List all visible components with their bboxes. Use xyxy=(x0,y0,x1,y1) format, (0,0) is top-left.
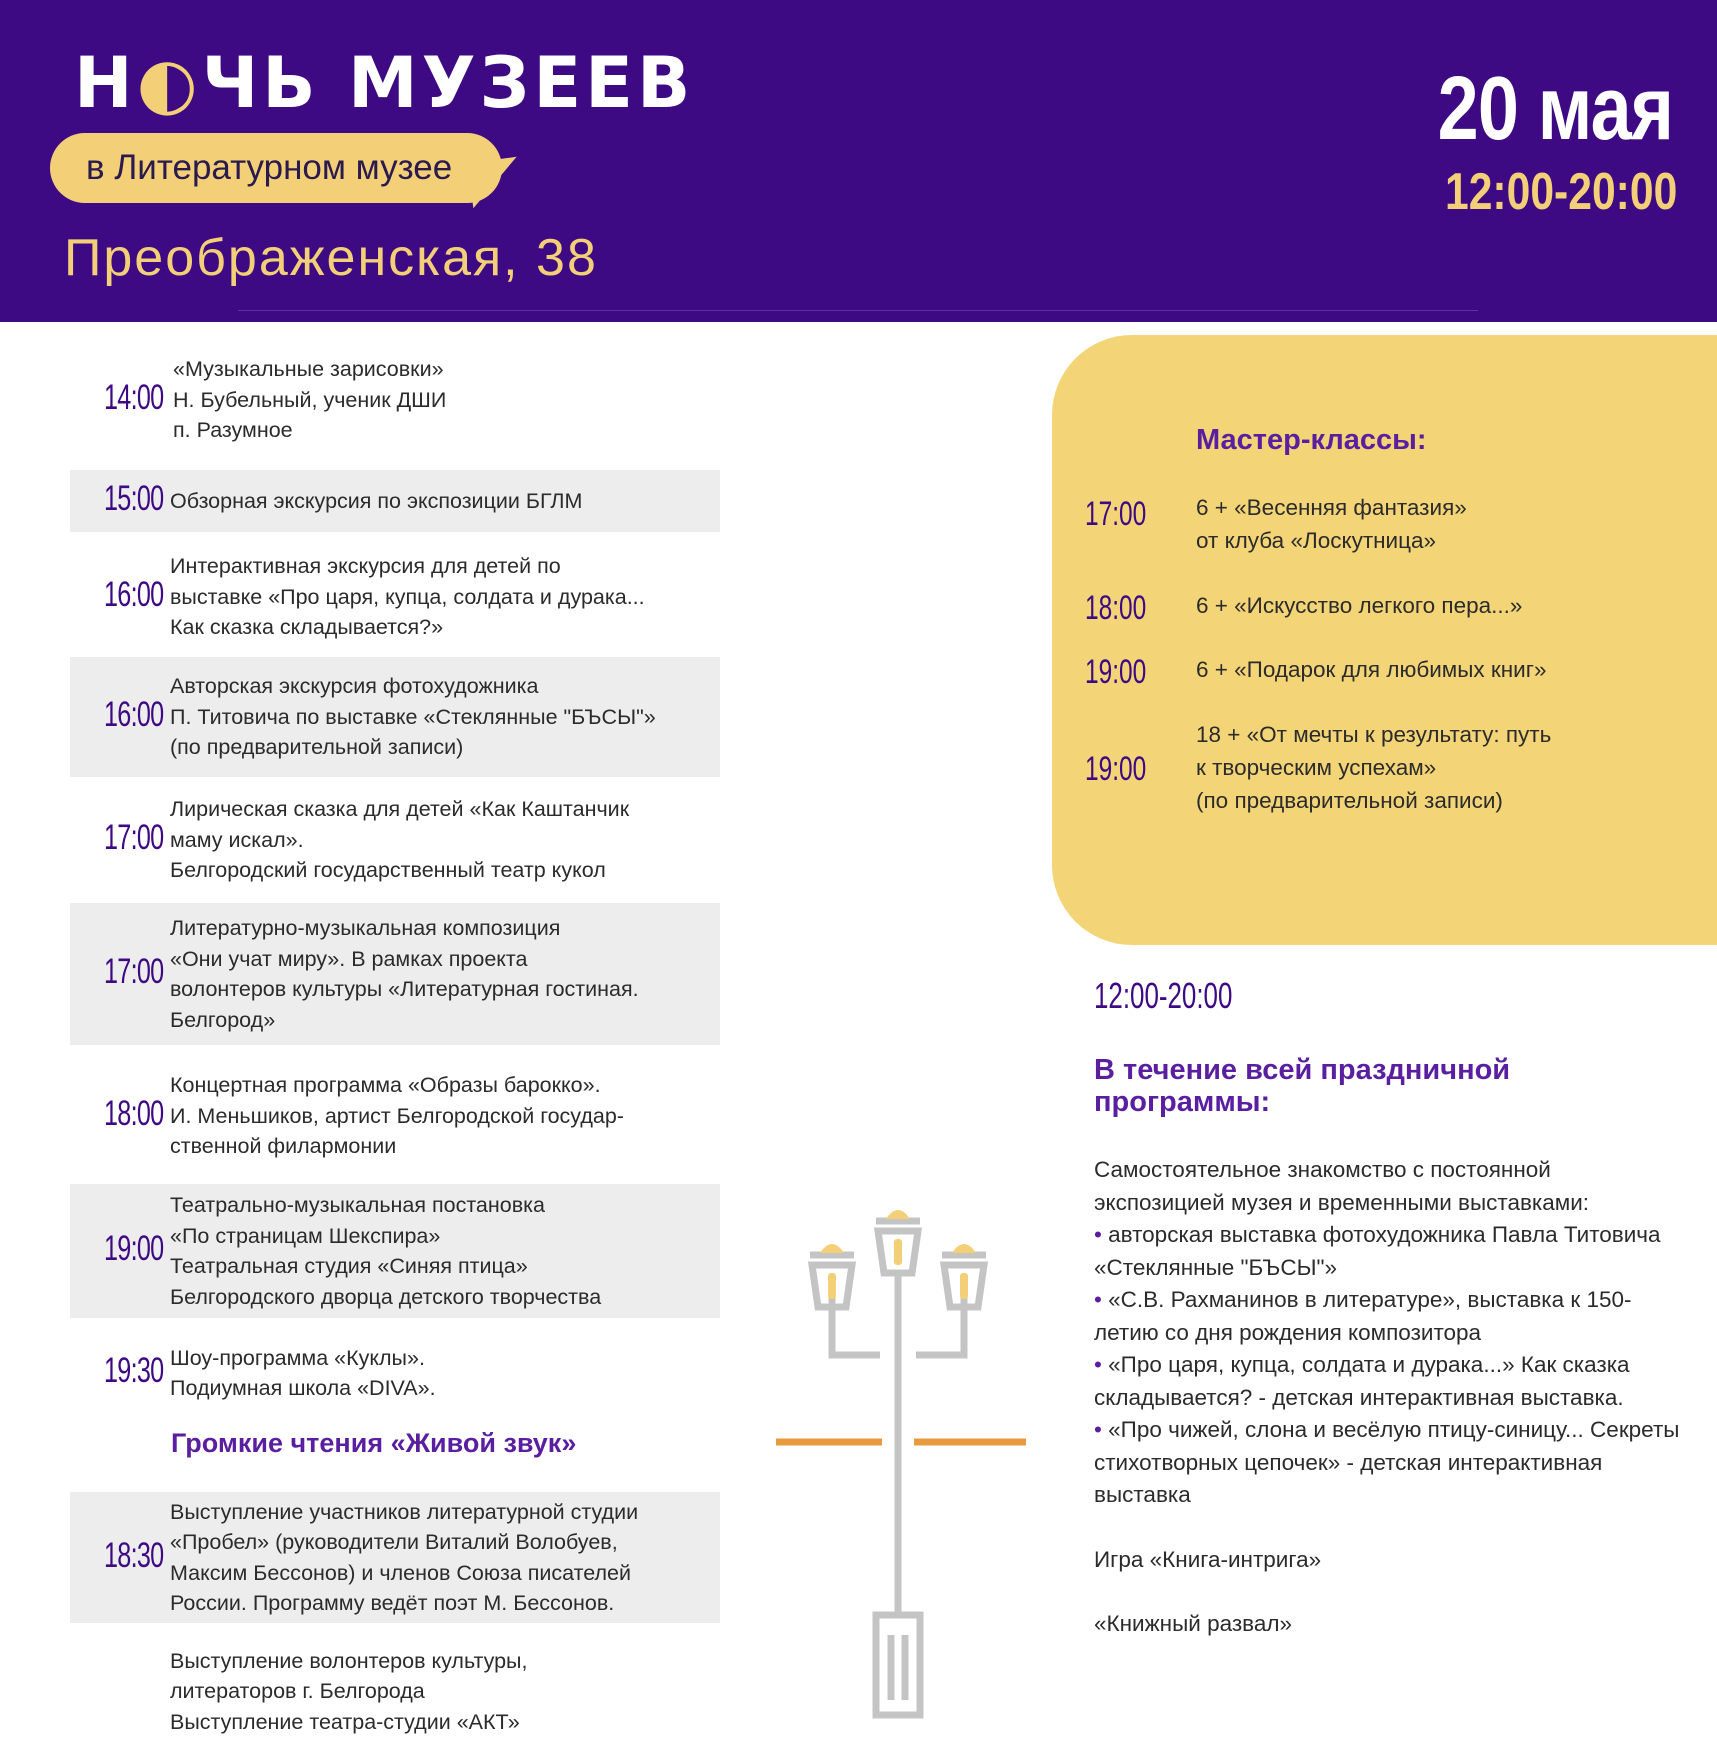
masterclass-time: 18:00 xyxy=(1085,589,1147,627)
schedule-description: Шоу-программа «Куклы». Подиумная школа «DIVA». xyxy=(170,1345,436,1400)
masterclass-time: 19:00 xyxy=(1085,653,1147,691)
masterclass-time: 19:00 xyxy=(1085,750,1147,788)
allday-title: В течение всей праздничной программы: xyxy=(1094,1054,1511,1118)
schedule-row xyxy=(70,1492,720,1623)
schedule-time: 18:00 xyxy=(104,1094,164,1133)
schedule-description: Выступление участников литературной студии «Пробел» (руководители Виталий Волобуев, Максим Бессонов) и членов Союза писателей России. Программу ведёт поэт М. Бессонов. xyxy=(170,1499,639,1615)
schedule-description: Обзорная экскурсия по экспозиции БГЛМ xyxy=(170,488,583,513)
speech-bubble-tail xyxy=(467,157,523,209)
schedule-row xyxy=(70,543,720,651)
schedule-row xyxy=(70,1634,720,1749)
event-logo xyxy=(74,42,695,124)
masterclass-description: 6 + «Весенняя фантазия» от клуба «Лоскутница» xyxy=(1196,495,1467,553)
masterclass-title: Мастер-классы: xyxy=(1196,424,1427,456)
schedule-time: 16:00 xyxy=(104,695,164,734)
allday-bullet: • «Про чижей, слона и весёлую птицу-синицу... Секреты стихотворных цепочек» - детская интерактивная выставка xyxy=(1094,1414,1684,1512)
allday-bullet: • «С.В. Рахманинов в литературе», выставка к 150-летию со дня рождения композитора xyxy=(1094,1284,1684,1349)
allday-description xyxy=(1094,1154,1684,1641)
schedule-description: Театрально-музыкальная постановка «По страницам Шекспира» Театральная студия «Синяя птица» Белгородского дворца детского творчества xyxy=(170,1193,602,1309)
allday-intro: Самостоятельное знакомство с постоянной экспозицией музея и временными выставками: xyxy=(1094,1157,1590,1215)
allday-game: Игра «Книга-интрига» xyxy=(1094,1546,1322,1572)
header-banner xyxy=(0,0,1717,322)
moon-icon: ◐ xyxy=(136,42,202,124)
schedule-row xyxy=(70,903,720,1045)
venue-label: в Литературном музее xyxy=(86,148,453,187)
schedule-row xyxy=(70,1184,720,1318)
reading-section-title: Громкие чтения «Живой звук» xyxy=(171,1428,577,1458)
event-date: 20 мая xyxy=(1437,59,1673,159)
schedule-description: Выступление волонтеров культуры, литераторов г. Белгорода Выступление театра-студии «АКТ» xyxy=(170,1648,528,1734)
logo-text-end: ЧЬ МУЗЕЕВ xyxy=(201,42,695,124)
schedule-row xyxy=(70,657,720,777)
allday-time: 12:00-20:00 xyxy=(1094,975,1233,1016)
event-hours: 12:00-20:00 xyxy=(1444,163,1677,221)
schedule-row xyxy=(70,1330,720,1416)
schedule-description: Интерактивная экскурсия для детей по выставке «Про царя, купца, солдата и дурака... Как сказка складывается?» xyxy=(170,554,645,640)
schedule-time: 19:30 xyxy=(104,1351,164,1390)
schedule-description: «Музыкальные зарисовки» Н. Бубельный, ученик ДШИ п. Разумное xyxy=(173,357,447,443)
schedule-time: 15:00 xyxy=(104,479,164,518)
allday-books: «Книжный развал» xyxy=(1094,1611,1293,1636)
schedule-time: 16:00 xyxy=(104,575,164,614)
masterclass-time: 17:00 xyxy=(1085,495,1147,533)
street-lamp-icon xyxy=(770,1195,1040,1735)
schedule-time: 17:00 xyxy=(104,952,164,991)
header-divider xyxy=(238,310,1478,311)
schedule-time: 17:00 xyxy=(104,818,164,857)
schedule-row xyxy=(70,1052,720,1180)
schedule-row xyxy=(70,470,720,532)
schedule-description: Концертная программа «Образы барокко». И. Меньшиков, артист Белгородской государ- ственной филармонии xyxy=(170,1073,624,1159)
allday-bullet: • «Про царя, купца, солдата и дурака...» Как сказка складывается? - детская интерактивная выставка. xyxy=(1094,1349,1684,1414)
masterclass-description: 18 + «От мечты к результату: путь к творческим успехам» (по предварительной записи) xyxy=(1196,722,1552,813)
schedule-description: Авторская экскурсия фотохудожника П. Титовича по выставке «Стеклянные "БЪСЫ"» (по предварительной записи) xyxy=(170,674,656,760)
address: Преображенская, 38 xyxy=(64,229,598,287)
schedule-row xyxy=(70,350,720,450)
schedule-time: 14:00 xyxy=(104,378,164,417)
allday-bullet: • авторская выставка фотохудожника Павла Титовича «Стеклянные "БЪСЫ"» xyxy=(1094,1219,1684,1284)
schedule-row xyxy=(70,780,720,900)
schedule-description: Лирическая сказка для детей «Как Каштанчик маму искал». Белгородский государственный театр кукол xyxy=(170,797,630,883)
schedule-description: Литературно-музыкальная композиция «Они учат миру». В рамках проекта волонтеров культуры «Литературная гостиная. Белгород» xyxy=(170,916,639,1032)
logo-text-start: Н xyxy=(74,42,137,124)
masterclass-description: 6 + «Подарок для любимых книг» xyxy=(1196,657,1547,682)
masterclass-description: 6 + «Искусство легкого пера...» xyxy=(1196,593,1523,618)
schedule-time: 18:30 xyxy=(104,1535,164,1575)
schedule-time: 19:00 xyxy=(104,1229,164,1268)
